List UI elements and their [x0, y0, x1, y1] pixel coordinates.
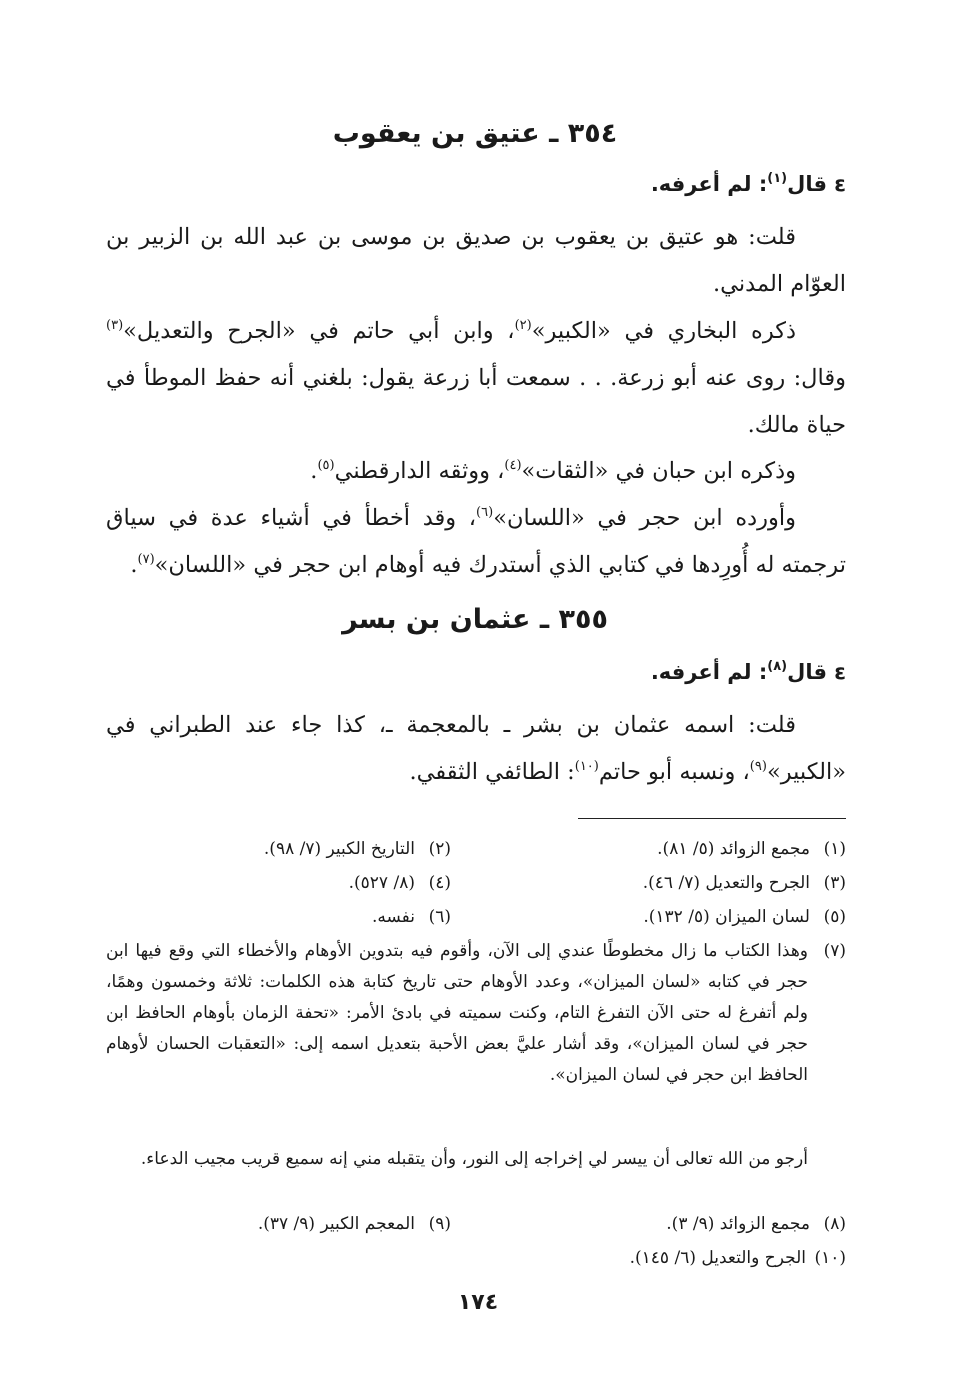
- footnote-2: [264, 832, 451, 866]
- footnote-7-number: (٧): [823, 941, 846, 961]
- footnote-number: (٢): [428, 839, 451, 859]
- footnote-separator: [578, 818, 846, 819]
- footnote-9: [258, 1207, 451, 1241]
- footnote-row: [106, 866, 846, 900]
- footnote-7-continuation: أرجو من الله تعالى أن ييسر لي إخراجه إلى النور، وأن يتقبله مني إنه سميع قريب مجيب الدعاء.: [140, 1149, 808, 1169]
- footnote-number: (٥): [823, 907, 846, 927]
- footnote-8: [666, 1207, 846, 1241]
- entry-354-qal-line: [106, 172, 846, 196]
- footnote-ref: (٤): [504, 458, 522, 473]
- text-run: .: [130, 552, 138, 578]
- footnote-text: المعجم الكبير (٩/ ٣٧).: [257, 1214, 415, 1234]
- footnote-ref: (٧): [137, 552, 155, 567]
- footnote-10: [630, 1241, 846, 1275]
- footnote-number: (١٠): [814, 1248, 846, 1268]
- footnote-text: مجمع الزوائد (٥/ ٨١).: [657, 839, 810, 859]
- footnote-number: (٤): [428, 873, 451, 893]
- footnote-4: [349, 866, 451, 900]
- footnote-ref: (٥): [317, 458, 335, 473]
- text-run: : الطائفي الثقفي.: [409, 759, 575, 785]
- footnote-5: [643, 900, 846, 934]
- footnote-number: (١): [823, 839, 846, 859]
- footnote-number: (٩): [428, 1214, 451, 1234]
- qal-label: ε قال: [787, 660, 846, 684]
- footnote-row: [106, 832, 846, 866]
- footnote-text: الجرح والتعديل (٦/ ١٤٥).: [629, 1248, 806, 1268]
- footnote-row: [106, 1207, 846, 1241]
- text-run: .: [310, 458, 318, 484]
- entry-354-paragraph-2: [106, 308, 846, 449]
- footnote-ref: (١٠): [574, 759, 599, 774]
- footnote-7-text: وهذا الكتاب ما زال مخطوطًا عندي إلى الآن، وأقوم فيه بتدوين الأوهام والأخطاء التي وقع فيها ابن حجر في كتابه «لسان الميزان»، وعدد الأوهام حتى تاريخ كتابة هذه الكلمات: ثلاثة وخمسون وهمًا، ولم أتفرغ له حتى الآن التفرغ التام، وكنت سميته في بادئ الأمر: «تحفة الزمان بأوهام الحافظ ابن حجر في لسان الميزان»، وقد أشار عليَّ بعض الأحبة بتعديل اسمه إلى: «التعقبات الحسان لأوهام الحافظ ابن حجر في لسان الميزان».: [106, 941, 808, 1085]
- footnote-ref: (٨): [767, 659, 788, 674]
- footnote-ref: (٩): [749, 759, 767, 774]
- text-run: وأورده ابن حجر في «اللسان»: [493, 505, 796, 531]
- entry-355-title: ٣٥٥ ـ عثمان بن بسر: [342, 604, 608, 635]
- text-run: ، ونسبه أبو حاتم: [598, 759, 750, 785]
- footnote-text: نفسه.: [371, 907, 415, 927]
- text-run: قلت: اسمه عثمان بن بشر ـ بالمعجمة ـ، كذا جاء عند الطبراني في «الكبير»: [106, 712, 846, 785]
- footnote-text: مجمع الزوائد (٩/ ٣).: [666, 1214, 810, 1234]
- entry-354-paragraph-4: [106, 495, 846, 589]
- footnote-number: (٣): [823, 873, 846, 893]
- footnote-3: [643, 866, 846, 900]
- footnote-row: [106, 1241, 846, 1275]
- qal-text: : لم أعرفه.: [650, 172, 768, 196]
- text-run: وذكره ابن حبان في «الثقات»: [521, 458, 796, 484]
- footnote-text: (٨/ ٥٢٧).: [348, 873, 415, 893]
- footnote-ref: (٢): [514, 318, 532, 333]
- footnote-text: التاريخ الكبير (٧/ ٩٨).: [263, 839, 415, 859]
- footnote-number: (٦): [428, 907, 451, 927]
- footnote-ref: (٣): [106, 318, 124, 333]
- entry-354-paragraph-1: قلت: هو عتيق بن يعقوب بن صديق بن موسى بن عبد الله بن الزبير بن العوّام المدني.: [106, 224, 846, 297]
- entry-355-qal-line: [106, 660, 846, 684]
- footnote-text: لسان الميزان (٥/ ١٣٢).: [643, 907, 810, 927]
- page-number: ١٧٤: [457, 1290, 499, 1315]
- footnote-text: الجرح والتعديل (٧/ ٤٦).: [642, 873, 810, 893]
- qal-text: : لم أعرفه.: [650, 660, 768, 684]
- qal-label: ε قال: [787, 172, 846, 196]
- entry-354-paragraph-3: [106, 448, 846, 495]
- footnote-number: (٨): [823, 1214, 846, 1234]
- footnote-ref: (٦): [476, 505, 494, 520]
- text-run: ، وابن أبي حاتم في «الجرح والتعديل»: [123, 318, 515, 344]
- text-run: ، ووثقه الدارقطني: [334, 458, 505, 484]
- footnote-6: [372, 900, 451, 934]
- text-run: وقال: روى عنه أبو زرعة. . . سمعت أبا زرعة يقول: بلغني أنه حفظ الموطأ في حياة مالك.: [106, 365, 846, 438]
- text-run: ذكره البخاري في «الكبير»: [531, 318, 796, 344]
- footnote-ref: (١): [767, 171, 788, 186]
- entry-354-title: ٣٥٤ ـ عتيق بن يعقوب: [332, 118, 618, 149]
- text-run: ، وقد أخطأ في أشياء عدة في سياق ترجمته له أُورِدها في كتابي الذي أستدرك فيه أوهام ابن حجر في «اللسان»: [106, 505, 846, 578]
- footnote-row: [106, 900, 846, 934]
- footnote-1: [657, 832, 846, 866]
- entry-355-paragraph-1: [106, 702, 846, 796]
